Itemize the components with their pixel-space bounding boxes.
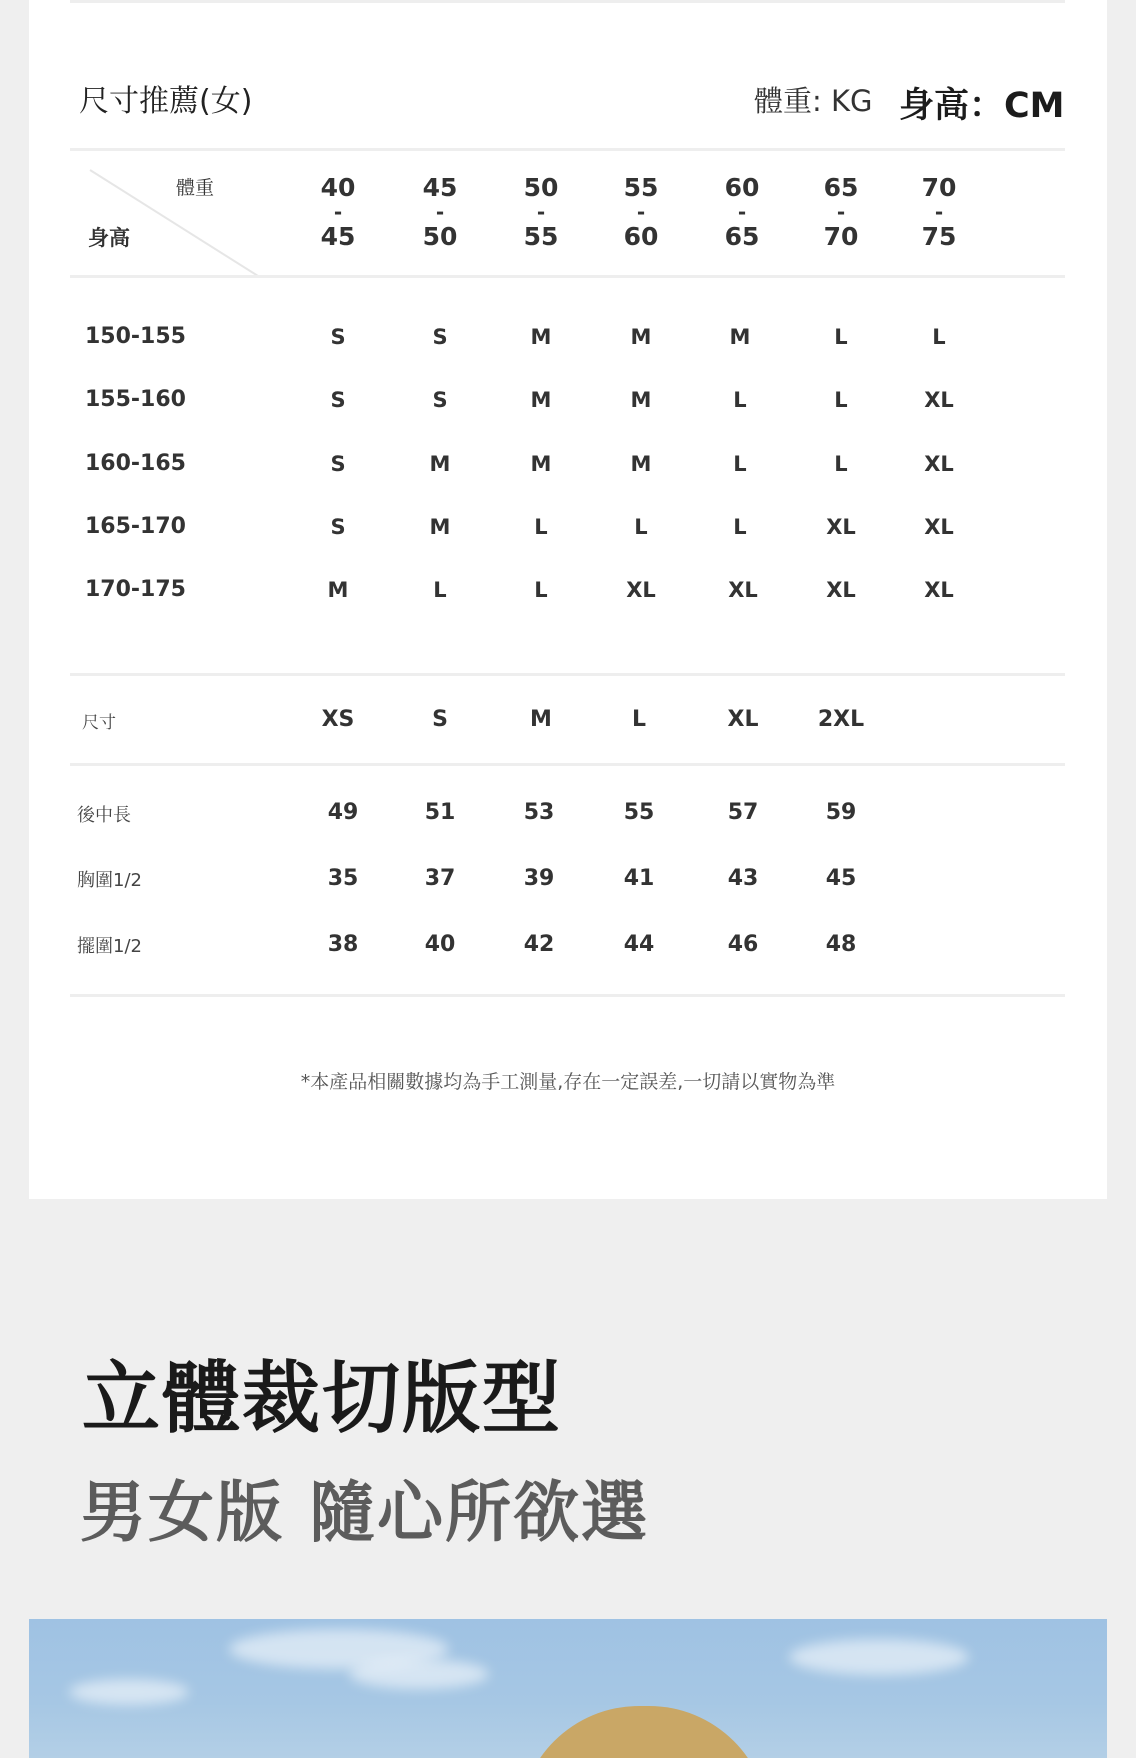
weight-range-55-60: 55 - 60 <box>623 173 659 251</box>
height-row-label: 155-160 <box>85 387 186 412</box>
size-header: XL <box>727 707 759 732</box>
measure-cell: 45 <box>825 866 857 891</box>
size-header: XS <box>321 707 355 732</box>
weight-range-40-45: 40 - 45 <box>320 173 356 251</box>
top-divider <box>70 0 1065 3</box>
size-cell: L <box>534 515 548 539</box>
product-photo <box>29 1619 1107 1758</box>
size-cell: L <box>433 578 447 602</box>
size-cell: S <box>330 325 346 349</box>
size-header-label: 尺寸 <box>82 713 116 733</box>
size-cell: S <box>330 452 346 476</box>
size-cell: S <box>432 325 448 349</box>
size-header: L <box>631 707 647 732</box>
measure-cell: 37 <box>424 866 456 891</box>
measure-cell: 42 <box>523 932 555 957</box>
measure-cell: 49 <box>327 800 359 825</box>
measure-cell: 35 <box>327 866 359 891</box>
measure-row-label: 擺圍1/2 <box>77 936 142 957</box>
measure-cell: 44 <box>623 932 655 957</box>
size-cell: L <box>834 452 848 476</box>
height-row-label: 170-175 <box>85 577 186 602</box>
header-divider <box>70 148 1065 151</box>
measurement-disclaimer: *本產品相關數據均為手工測量,存在一定誤差,一切請以實物為準 <box>300 1071 836 1093</box>
measure-cell: 40 <box>424 932 456 957</box>
size-cell: M <box>530 325 552 349</box>
size-cell: XL <box>826 515 856 539</box>
weight-unit-label: 體重: KG <box>754 84 873 118</box>
weight-range-70-75: 70 - 75 <box>921 173 957 251</box>
beanie-hat-image <box>519 1706 769 1758</box>
size-header: S <box>432 707 448 732</box>
measure-row-label: 後中長 <box>77 805 131 826</box>
measure-cell: 55 <box>623 800 655 825</box>
measure-cell: 57 <box>727 800 759 825</box>
size-cell: XL <box>924 388 954 412</box>
corner-weight-label: 體重 <box>176 177 215 199</box>
size-cell: M <box>327 578 349 602</box>
measure-cell: 51 <box>424 800 456 825</box>
size-header: M <box>530 707 552 732</box>
size-cell: M <box>630 388 652 412</box>
size-cell: L <box>733 515 747 539</box>
measure-cell: 46 <box>727 932 759 957</box>
height-row-label: 150-155 <box>85 324 186 349</box>
size-cell: M <box>530 452 552 476</box>
measure-cell: 41 <box>623 866 655 891</box>
size-cell: L <box>834 325 848 349</box>
size-cell: L <box>733 388 747 412</box>
measure-cell: 39 <box>523 866 555 891</box>
size-cell: M <box>530 388 552 412</box>
size-cell: S <box>330 388 346 412</box>
size-cell: M <box>429 452 451 476</box>
size-cell: M <box>429 515 451 539</box>
size-cell: XL <box>924 578 954 602</box>
weight-range-65-70: 65 - 70 <box>823 173 859 251</box>
size-chart-title: 尺寸推薦(女) <box>79 84 253 119</box>
size-cell: L <box>534 578 548 602</box>
measure-cell: 38 <box>327 932 359 957</box>
size-cell: XL <box>924 515 954 539</box>
measure-cell: 48 <box>825 932 857 957</box>
size-cell: S <box>432 388 448 412</box>
size-cell: L <box>733 452 747 476</box>
size-cell: XL <box>626 578 656 602</box>
size-cell: M <box>729 325 751 349</box>
weight-range-60-65: 60 - 65 <box>724 173 760 251</box>
recommend-table-bottom-divider <box>70 673 1065 676</box>
headline-cut: 立體裁切版型 <box>82 1354 563 1444</box>
size-cell: L <box>932 325 946 349</box>
size-header: 2XL <box>817 707 865 732</box>
headline-unisex: 男女版 隨心所欲選 <box>80 1474 649 1551</box>
size-cell: L <box>834 388 848 412</box>
height-row-label: 160-165 <box>85 451 186 476</box>
weight-header-divider <box>70 275 1065 278</box>
measure-row-label: 胸圍1/2 <box>77 870 142 891</box>
weight-range-50-55: 50 - 55 <box>523 173 559 251</box>
measure-cell: 53 <box>523 800 555 825</box>
height-row-label: 165-170 <box>85 514 186 539</box>
size-cell: S <box>330 515 346 539</box>
measure-table-bottom-divider <box>70 994 1065 997</box>
size-cell: M <box>630 325 652 349</box>
measure-cell: 59 <box>825 800 857 825</box>
size-header-divider <box>70 763 1065 766</box>
size-cell: XL <box>924 452 954 476</box>
size-cell: XL <box>826 578 856 602</box>
size-cell: L <box>634 515 648 539</box>
size-cell: XL <box>728 578 758 602</box>
corner-height-label: 身高 <box>88 226 130 250</box>
measure-cell: 43 <box>727 866 759 891</box>
height-unit-label: 身高：CM <box>899 86 1065 126</box>
weight-range-45-50: 45 - 50 <box>422 173 458 251</box>
size-cell: M <box>630 452 652 476</box>
